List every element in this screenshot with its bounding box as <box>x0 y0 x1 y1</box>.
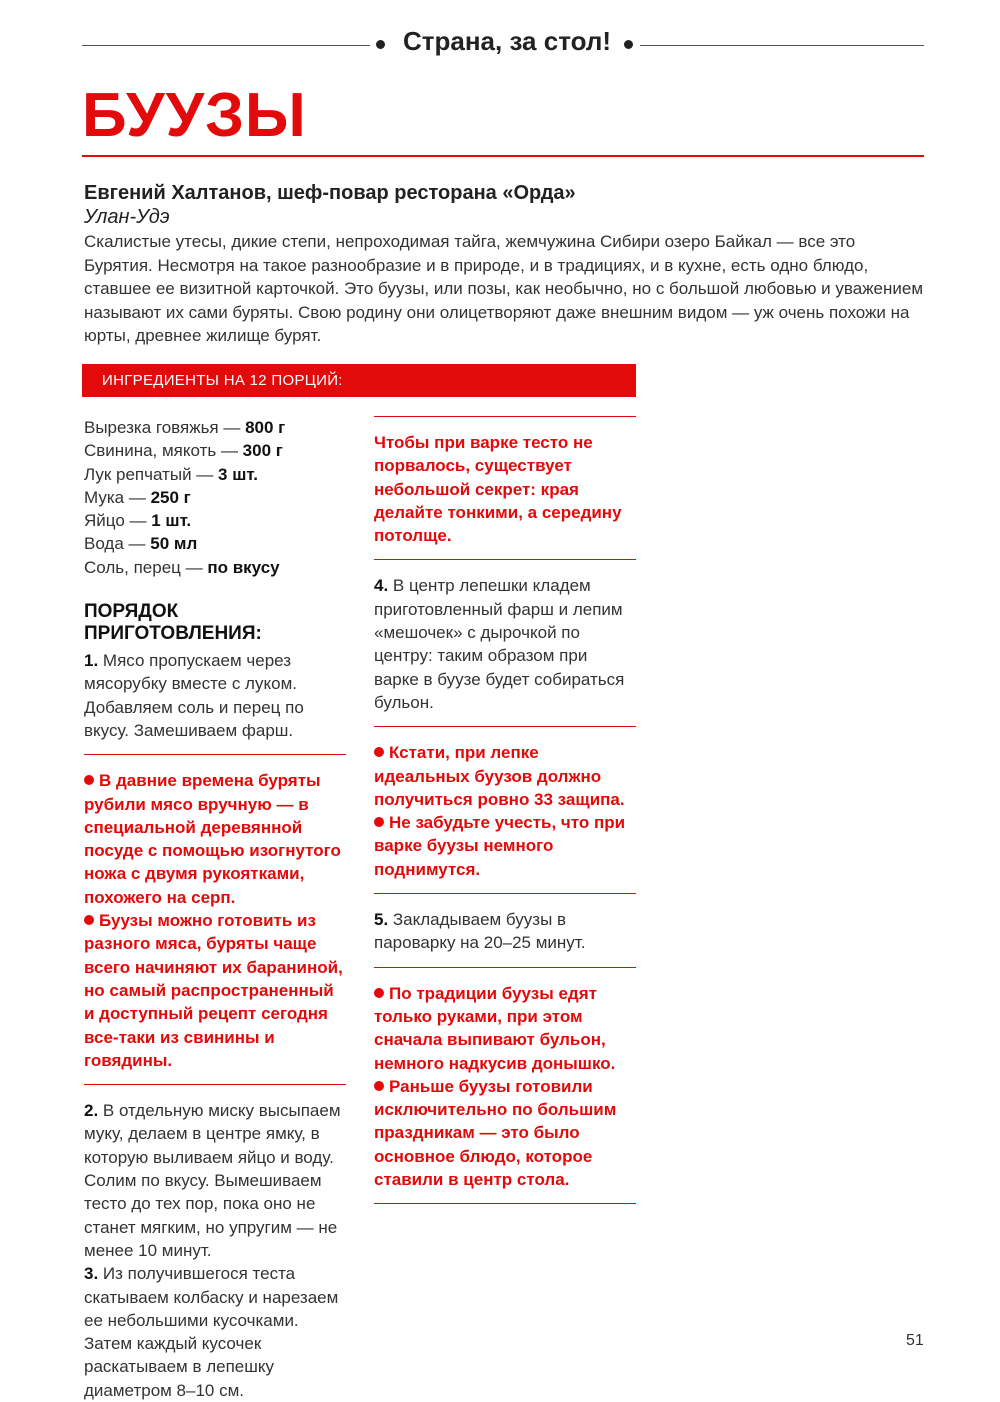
header-dot-left <box>376 40 385 49</box>
left-column <box>84 416 346 1402</box>
ingredients-header-bar: ИНГРЕДИЕНТЫ НА 12 ПОРЦИЙ: <box>82 364 636 397</box>
divider <box>374 893 636 894</box>
step-4: 4. В центр лепешки кладем приготовленный фарш и лепим «мешочек» с дырочкой по центру: таким образом при варке в буузе будет собираться бульон. <box>374 576 625 712</box>
ingredient-item: Яйцо — 1 шт. <box>84 511 192 531</box>
author-city: Улан-Удэ <box>84 206 170 228</box>
ingredient-item: Свинина, мякоть — 300 г <box>84 441 283 461</box>
right-column <box>374 416 636 1218</box>
section-title: Страна, за стол! <box>403 26 611 56</box>
ingredient-item: Вода — 50 мл <box>84 534 198 554</box>
bullet-icon <box>374 817 384 827</box>
header-dot-right <box>624 40 633 49</box>
ingredient-item: Вырезка говяжья — 800 г <box>84 418 286 437</box>
step-number: 1. <box>84 651 99 671</box>
tip-2: Буузы можно готовить из разного мяса, буряты чаще всего начиняют их бараниной, но самый распространенный и доступный рецепт сегодня все-таки из свинины и говядины. <box>84 911 343 1070</box>
procedure-title: ПОРЯДОК ПРИГОТОВЛЕНИЯ: <box>84 601 262 645</box>
bullet-icon <box>84 915 94 925</box>
ingredient-item: Мука — 250 г <box>84 487 191 507</box>
tip-4: Кстати, при лепке идеальных буузов должно получиться ровно 33 защипа. <box>374 743 625 809</box>
step-5: 5. Закладываем буузы в пароварку на 20–25 минут. <box>374 910 586 953</box>
ingredient-item: Соль, перец — по вкусу <box>84 557 280 577</box>
tip-7: Раньше буузы готовили исключительно по большим праздникам — это было основное блюдо, которое ставили в центр стола. <box>374 1076 617 1190</box>
bullet-icon <box>84 775 94 785</box>
step-number: 5. <box>374 910 389 930</box>
ingredient-item: Лук репчатый — 3 шт. <box>84 464 258 484</box>
tip-3: Чтобы при варке тесто не порвалось, существует небольшой секрет: края делайте тонкими, а середину потолще. <box>374 433 622 546</box>
divider <box>374 416 636 417</box>
title-rule <box>82 155 924 157</box>
divider <box>84 1084 346 1085</box>
author-line: Евгений Халтанов, шеф-повар ресторана «Орда» <box>84 182 576 204</box>
divider <box>374 967 636 968</box>
step-number: 4. <box>374 576 389 596</box>
step-number: 3. <box>84 1264 99 1284</box>
recipe-title: БУУЗЫ <box>82 81 307 150</box>
bullet-icon <box>374 1081 384 1091</box>
divider <box>374 726 636 727</box>
header-line-right <box>640 45 924 46</box>
ingredients-list <box>84 416 346 579</box>
divider <box>374 559 636 560</box>
bullet-icon <box>374 988 384 998</box>
step-3: 3. Из получившегося теста скатываем колбаску и нарезаем ее небольшими кусочками. Затем каждый кусочек раскатываем в лепешку диаметром 8–10 см. <box>84 1264 339 1400</box>
step-1: 1. Мясо пропускаем через мясорубку вместе с луком. Добавляем соль и перец по вкусу. Замешиваем фарш. <box>84 651 304 740</box>
step-2: 2. В отдельную миску высыпаем муку, делаем в центре ямку, в которую выливаем яйцо и воду. Солим по вкусу. Вымешиваем тесто до тех пор, пока оно не станет мягким, но упругим — не менее 10 минут. <box>84 1101 341 1260</box>
intro-paragraph: Скалистые утесы, дикие степи, непроходимая тайга, жемчужина Сибири озеро Байкал — все это Бурятия. Несмотря на такое разнообразие и в природе, и в традициях, и в кухне, есть одно блюдо, ставшее ее визитной карточкой. Это буузы, или позы, как необычно, но с большой любовью и уважением называют их сами буряты. Свою родину они олицетворяют даже внешним видом — уж очень похожи на юрты, древнее жилище бурят. <box>84 232 924 345</box>
divider <box>374 1203 636 1204</box>
divider <box>84 754 346 755</box>
bullet-icon <box>374 747 384 757</box>
tip-6: По традиции буузы едят только руками, при этом сначала выпивают бульон, немного надкусив донышко. <box>374 983 616 1073</box>
tip-5: Не забудьте учесть, что при варке буузы немного поднимутся. <box>374 813 626 879</box>
page-number: 51 <box>906 1332 924 1349</box>
header-line-left <box>82 45 370 46</box>
tip-1: В давние времена буряты рубили мясо вручную — в специальной деревянной посуде с помощью изогнутого ножа с двумя рукоятками, похожего на серп. <box>84 771 341 907</box>
step-number: 2. <box>84 1101 99 1121</box>
